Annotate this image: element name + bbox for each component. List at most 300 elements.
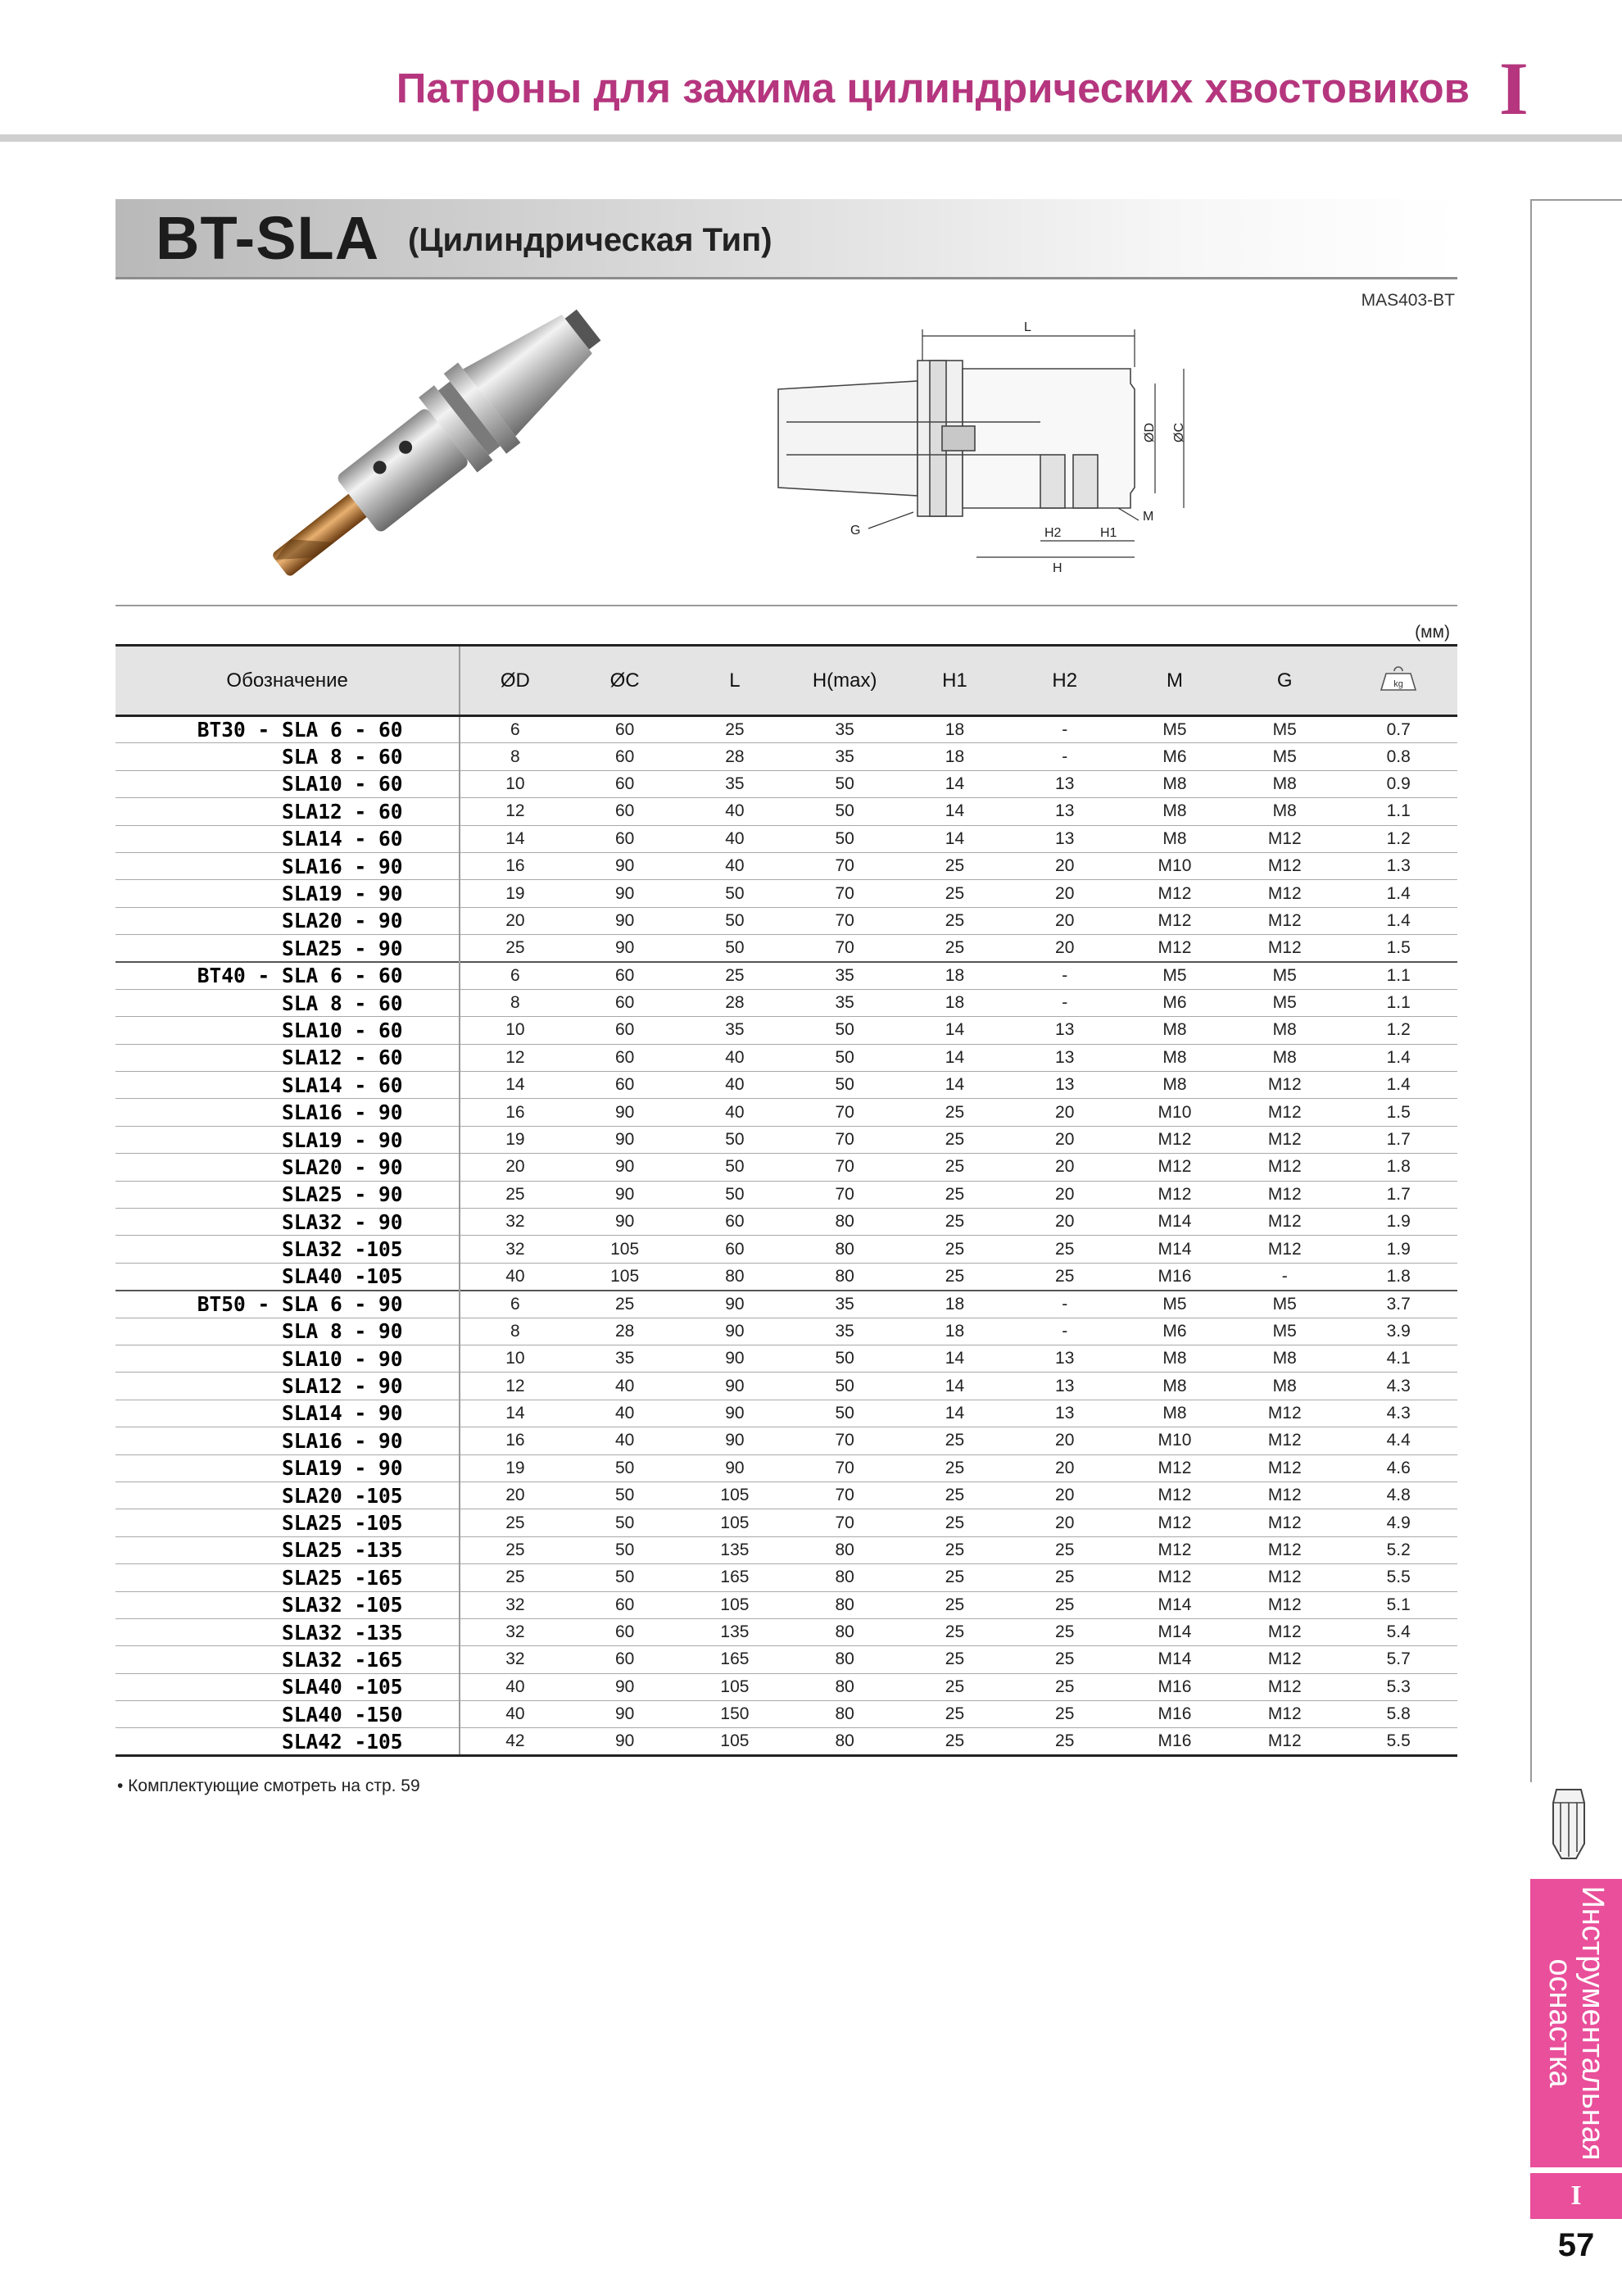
table-row bbox=[116, 1400, 1457, 1427]
cell-h: 80 bbox=[790, 1536, 899, 1563]
table-row bbox=[116, 1618, 1457, 1645]
cell-w: 1.2 bbox=[1339, 1017, 1457, 1044]
cell-m: M12 bbox=[1120, 1126, 1230, 1153]
table-row bbox=[116, 1181, 1457, 1208]
table-row bbox=[116, 880, 1457, 907]
cell-h: 50 bbox=[790, 798, 899, 825]
model-code: SLA42 -105 bbox=[282, 1729, 403, 1754]
cell-h2: 20 bbox=[1010, 1482, 1120, 1509]
cell-c: 60 bbox=[570, 743, 680, 770]
cell-m: M12 bbox=[1120, 1181, 1230, 1208]
cell-g: M8 bbox=[1230, 1373, 1339, 1400]
cell-c: 90 bbox=[570, 1181, 680, 1208]
cell-h2: 13 bbox=[1010, 1400, 1120, 1427]
cell-h2: - bbox=[1010, 989, 1120, 1016]
cell-h: 50 bbox=[790, 825, 899, 852]
cell-d: 42 bbox=[460, 1728, 569, 1755]
cell-h1: 25 bbox=[899, 1209, 1009, 1236]
page-number: 57 bbox=[1557, 2227, 1595, 2263]
cell-w: 5.5 bbox=[1339, 1564, 1457, 1591]
cell-c: 40 bbox=[570, 1427, 680, 1454]
cell-m: M12 bbox=[1120, 1154, 1230, 1181]
cell-d: 19 bbox=[460, 1454, 569, 1482]
model-code: SLA32 -165 bbox=[282, 1647, 403, 1672]
cell-l: 25 bbox=[680, 716, 790, 743]
cell-designation bbox=[116, 1345, 460, 1372]
cell-h1: 18 bbox=[899, 716, 1009, 743]
cell-d: 12 bbox=[460, 1373, 569, 1400]
cell-m: M12 bbox=[1120, 1482, 1230, 1509]
cell-m: M14 bbox=[1120, 1618, 1230, 1645]
cell-w: 1.1 bbox=[1339, 798, 1457, 825]
cell-h2: 20 bbox=[1010, 1099, 1120, 1126]
model-code: SLA12 - 60 bbox=[282, 799, 403, 824]
table-row bbox=[116, 1236, 1457, 1263]
cell-c: 90 bbox=[570, 907, 680, 934]
cell-l: 165 bbox=[680, 1564, 790, 1591]
table-row bbox=[116, 1291, 1457, 1318]
cell-h1: 14 bbox=[899, 1373, 1009, 1400]
product-subtitle: (Цилиндрическая Тип) bbox=[408, 222, 772, 258]
section-roman-numeral: I bbox=[1499, 47, 1529, 130]
cell-w: 5.7 bbox=[1339, 1646, 1457, 1673]
cell-c: 60 bbox=[570, 716, 680, 743]
cell-g: M12 bbox=[1230, 1209, 1339, 1236]
cell-designation bbox=[116, 1044, 460, 1071]
cell-g: M5 bbox=[1230, 962, 1339, 989]
cell-c: 50 bbox=[570, 1482, 680, 1509]
cell-d: 10 bbox=[460, 1017, 569, 1044]
cell-g: M8 bbox=[1230, 798, 1339, 825]
cell-w: 5.4 bbox=[1339, 1618, 1457, 1645]
cell-h1: 25 bbox=[899, 1482, 1009, 1509]
cell-d: 14 bbox=[460, 825, 569, 852]
cell-d: 25 bbox=[460, 1564, 569, 1591]
cell-h1: 25 bbox=[899, 1427, 1009, 1454]
cell-g: M12 bbox=[1230, 1591, 1339, 1618]
table-row bbox=[116, 1454, 1457, 1482]
cell-h: 80 bbox=[790, 1618, 899, 1645]
cell-designation bbox=[116, 1482, 460, 1509]
cell-h2: 13 bbox=[1010, 798, 1120, 825]
cell-h1: 25 bbox=[899, 1728, 1009, 1755]
cell-g: M12 bbox=[1230, 1536, 1339, 1563]
cell-h2: 20 bbox=[1010, 1209, 1120, 1236]
cell-h1: 25 bbox=[899, 1181, 1009, 1208]
cell-w: 3.7 bbox=[1339, 1291, 1457, 1318]
dim-label-G: G bbox=[850, 524, 861, 538]
dim-label-H: H bbox=[1053, 561, 1062, 575]
cell-g: M12 bbox=[1230, 1126, 1339, 1153]
cell-m: M8 bbox=[1120, 1345, 1230, 1372]
cell-h: 70 bbox=[790, 1427, 899, 1454]
table-row bbox=[116, 1209, 1457, 1236]
cell-c: 90 bbox=[570, 1728, 680, 1755]
side-tab-line2: оснастка bbox=[1543, 1958, 1577, 2088]
cell-h2: 13 bbox=[1010, 770, 1120, 797]
table-row bbox=[116, 1263, 1457, 1290]
cell-h: 80 bbox=[790, 1209, 899, 1236]
cell-d: 32 bbox=[460, 1618, 569, 1645]
cell-m: M12 bbox=[1120, 1509, 1230, 1536]
cell-m: M5 bbox=[1120, 716, 1230, 743]
cell-m: M10 bbox=[1120, 1427, 1230, 1454]
cell-h: 35 bbox=[790, 1291, 899, 1318]
cell-h2: 25 bbox=[1010, 1536, 1120, 1563]
table-row bbox=[116, 743, 1457, 770]
cell-h1: 14 bbox=[899, 1345, 1009, 1372]
table-row bbox=[116, 1427, 1457, 1454]
tool-holder-photo bbox=[246, 303, 631, 582]
cell-h1: 18 bbox=[899, 1291, 1009, 1318]
cell-w: 4.4 bbox=[1339, 1427, 1457, 1454]
model-code: SLA25 -165 bbox=[282, 1565, 403, 1590]
cell-g: M12 bbox=[1230, 1673, 1339, 1700]
cell-c: 50 bbox=[570, 1509, 680, 1536]
dim-label-H1: H1 bbox=[1100, 526, 1117, 540]
cell-designation bbox=[116, 1181, 460, 1208]
model-code: SLA32 -105 bbox=[282, 1593, 403, 1618]
cell-g: M8 bbox=[1230, 1044, 1339, 1071]
model-code: SLA10 - 60 bbox=[282, 772, 403, 796]
model-code: SLA16 - 90 bbox=[282, 1428, 403, 1453]
model-code: SLA16 - 90 bbox=[282, 854, 403, 878]
cell-c: 50 bbox=[570, 1564, 680, 1591]
cell-h1: 25 bbox=[899, 1454, 1009, 1482]
cell-g: M12 bbox=[1230, 1482, 1339, 1509]
cell-h2: 25 bbox=[1010, 1646, 1120, 1673]
standard-label: MAS403-BT bbox=[1361, 291, 1455, 310]
model-code: SLA16 - 90 bbox=[282, 1100, 403, 1125]
cell-d: 32 bbox=[460, 1646, 569, 1673]
cell-designation bbox=[116, 1263, 460, 1290]
cell-h1: 25 bbox=[899, 907, 1009, 934]
cell-w: 1.9 bbox=[1339, 1236, 1457, 1263]
weight-icon-label: kg bbox=[1393, 679, 1403, 689]
cell-c: 90 bbox=[570, 1701, 680, 1728]
cell-h1: 25 bbox=[899, 1618, 1009, 1645]
cell-c: 90 bbox=[570, 1126, 680, 1153]
cell-l: 90 bbox=[680, 1454, 790, 1482]
cell-c: 28 bbox=[570, 1318, 680, 1345]
cell-h1: 25 bbox=[899, 1564, 1009, 1591]
cell-d: 25 bbox=[460, 1536, 569, 1563]
header-divider bbox=[0, 134, 1622, 142]
cell-l: 90 bbox=[680, 1291, 790, 1318]
cell-h2: - bbox=[1010, 1291, 1120, 1318]
cell-m: M12 bbox=[1120, 1564, 1230, 1591]
cell-l: 40 bbox=[680, 1072, 790, 1099]
cell-h1: 14 bbox=[899, 1044, 1009, 1071]
cell-h1: 25 bbox=[899, 935, 1009, 962]
cell-h: 80 bbox=[790, 1728, 899, 1755]
cell-d: 8 bbox=[460, 1318, 569, 1345]
cell-g: M12 bbox=[1230, 1181, 1339, 1208]
cell-m: M14 bbox=[1120, 1591, 1230, 1618]
cell-d: 19 bbox=[460, 880, 569, 907]
cell-d: 40 bbox=[460, 1701, 569, 1728]
cell-l: 90 bbox=[680, 1318, 790, 1345]
cell-h2: 25 bbox=[1010, 1728, 1120, 1755]
collet-icon bbox=[1540, 1786, 1597, 1862]
cell-w: 1.1 bbox=[1339, 989, 1457, 1016]
cell-c: 40 bbox=[570, 1400, 680, 1427]
cell-l: 35 bbox=[680, 1017, 790, 1044]
cell-g: M5 bbox=[1230, 716, 1339, 743]
cell-designation bbox=[116, 935, 460, 962]
cell-w: 4.8 bbox=[1339, 1482, 1457, 1509]
cell-h2: 25 bbox=[1010, 1263, 1120, 1290]
cell-g: M12 bbox=[1230, 1618, 1339, 1645]
cell-designation bbox=[116, 1099, 460, 1126]
table-row bbox=[116, 1072, 1457, 1099]
cell-h2: 25 bbox=[1010, 1591, 1120, 1618]
model-code: SLA12 - 60 bbox=[282, 1046, 403, 1070]
cell-w: 1.7 bbox=[1339, 1126, 1457, 1153]
cell-h2: 20 bbox=[1010, 1454, 1120, 1482]
cell-h: 80 bbox=[790, 1263, 899, 1290]
cell-l: 105 bbox=[680, 1591, 790, 1618]
cell-h: 80 bbox=[790, 1236, 899, 1263]
cell-h2: - bbox=[1010, 716, 1120, 743]
col-header-l: L bbox=[680, 646, 790, 716]
cell-l: 50 bbox=[680, 1126, 790, 1153]
side-tab-roman: I bbox=[1530, 2173, 1622, 2219]
cell-designation bbox=[116, 1618, 460, 1645]
cell-l: 25 bbox=[680, 962, 790, 989]
cell-d: 19 bbox=[460, 1126, 569, 1153]
table-row bbox=[116, 1728, 1457, 1755]
cell-l: 80 bbox=[680, 1263, 790, 1290]
cell-h: 50 bbox=[790, 1017, 899, 1044]
cell-designation bbox=[116, 1072, 460, 1099]
cell-h1: 18 bbox=[899, 743, 1009, 770]
cell-c: 35 bbox=[570, 1345, 680, 1372]
cell-m: M6 bbox=[1120, 1318, 1230, 1345]
cell-designation bbox=[116, 962, 460, 989]
cell-h1: 14 bbox=[899, 825, 1009, 852]
table-row bbox=[116, 1345, 1457, 1372]
cell-h: 50 bbox=[790, 1044, 899, 1071]
cell-h: 80 bbox=[790, 1673, 899, 1700]
cell-h1: 25 bbox=[899, 880, 1009, 907]
cell-l: 60 bbox=[680, 1236, 790, 1263]
model-code: SLA19 - 90 bbox=[282, 882, 403, 906]
cell-h: 35 bbox=[790, 743, 899, 770]
cell-m: M12 bbox=[1120, 935, 1230, 962]
cell-h2: 20 bbox=[1010, 935, 1120, 962]
cell-l: 90 bbox=[680, 1373, 790, 1400]
cell-h: 35 bbox=[790, 962, 899, 989]
weight-icon bbox=[1380, 664, 1417, 692]
cell-h1: 25 bbox=[899, 1236, 1009, 1263]
col-header-g: G bbox=[1230, 646, 1339, 716]
cell-h1: 14 bbox=[899, 770, 1009, 797]
cell-h2: 20 bbox=[1010, 1181, 1120, 1208]
cell-h1: 18 bbox=[899, 1318, 1009, 1345]
cell-g: M12 bbox=[1230, 1154, 1339, 1181]
cell-h2: 25 bbox=[1010, 1673, 1120, 1700]
cell-h2: 20 bbox=[1010, 1509, 1120, 1536]
cell-w: 1.5 bbox=[1339, 1099, 1457, 1126]
cell-h2: 25 bbox=[1010, 1564, 1120, 1591]
cell-c: 60 bbox=[570, 825, 680, 852]
cell-w: 4.3 bbox=[1339, 1373, 1457, 1400]
model-code: SLA25 - 90 bbox=[282, 936, 403, 960]
cell-h2: 13 bbox=[1010, 1345, 1120, 1372]
model-code: SLA40 -105 bbox=[282, 1675, 403, 1699]
cell-c: 60 bbox=[570, 1591, 680, 1618]
cell-d: 14 bbox=[460, 1072, 569, 1099]
cell-l: 40 bbox=[680, 852, 790, 879]
cell-designation bbox=[116, 1427, 460, 1454]
cell-d: 6 bbox=[460, 1291, 569, 1318]
cell-l: 50 bbox=[680, 1154, 790, 1181]
cell-g: - bbox=[1230, 1263, 1339, 1290]
cell-d: 10 bbox=[460, 770, 569, 797]
table-row bbox=[116, 852, 1457, 879]
cell-designation bbox=[116, 1017, 460, 1044]
cell-m: M8 bbox=[1120, 1017, 1230, 1044]
cell-designation bbox=[116, 1154, 460, 1181]
cell-d: 14 bbox=[460, 1400, 569, 1427]
cell-g: M8 bbox=[1230, 1345, 1339, 1372]
cell-h: 35 bbox=[790, 989, 899, 1016]
table-row bbox=[116, 1646, 1457, 1673]
cell-m: M8 bbox=[1120, 770, 1230, 797]
cell-h: 70 bbox=[790, 1454, 899, 1482]
cell-m: M6 bbox=[1120, 989, 1230, 1016]
cell-m: M16 bbox=[1120, 1701, 1230, 1728]
section-divider bbox=[116, 605, 1457, 606]
cell-m: M14 bbox=[1120, 1236, 1230, 1263]
side-panel-border bbox=[1530, 199, 1622, 1782]
cell-g: M12 bbox=[1230, 1509, 1339, 1536]
cell-w: 3.9 bbox=[1339, 1318, 1457, 1345]
cell-g: M12 bbox=[1230, 1564, 1339, 1591]
cell-c: 60 bbox=[570, 989, 680, 1016]
cell-h: 35 bbox=[790, 1318, 899, 1345]
cell-g: M12 bbox=[1230, 1646, 1339, 1673]
cell-designation bbox=[116, 1209, 460, 1236]
cell-designation bbox=[116, 1509, 460, 1536]
table-row bbox=[116, 1591, 1457, 1618]
cell-m: M8 bbox=[1120, 1044, 1230, 1071]
cell-h1: 18 bbox=[899, 962, 1009, 989]
table-row bbox=[116, 989, 1457, 1016]
cell-c: 105 bbox=[570, 1236, 680, 1263]
cell-designation bbox=[116, 907, 460, 934]
cell-h1: 14 bbox=[899, 798, 1009, 825]
col-header-designation: Обозначение bbox=[116, 646, 460, 716]
cell-w: 1.5 bbox=[1339, 935, 1457, 962]
model-code: SLA25 -135 bbox=[282, 1538, 403, 1563]
cell-g: M5 bbox=[1230, 1291, 1339, 1318]
cell-g: M12 bbox=[1230, 1454, 1339, 1482]
cell-g: M12 bbox=[1230, 1099, 1339, 1126]
cell-d: 32 bbox=[460, 1236, 569, 1263]
cell-m: M12 bbox=[1120, 880, 1230, 907]
cell-h: 70 bbox=[790, 880, 899, 907]
table-row bbox=[116, 1564, 1457, 1591]
model-code: SLA10 - 90 bbox=[282, 1346, 403, 1371]
cell-m: M6 bbox=[1120, 743, 1230, 770]
cell-d: 6 bbox=[460, 716, 569, 743]
col-header-h1: H1 bbox=[899, 646, 1009, 716]
cell-h1: 25 bbox=[899, 1673, 1009, 1700]
cell-l: 165 bbox=[680, 1646, 790, 1673]
cell-c: 90 bbox=[570, 880, 680, 907]
cell-h: 70 bbox=[790, 1154, 899, 1181]
cell-g: M12 bbox=[1230, 1701, 1339, 1728]
cell-d: 20 bbox=[460, 1154, 569, 1181]
cell-h: 70 bbox=[790, 1099, 899, 1126]
cell-l: 135 bbox=[680, 1536, 790, 1563]
cell-w: 4.1 bbox=[1339, 1345, 1457, 1372]
cell-w: 1.4 bbox=[1339, 1044, 1457, 1071]
dim-label-L: L bbox=[1024, 320, 1031, 334]
cell-designation bbox=[116, 1646, 460, 1673]
cell-h: 50 bbox=[790, 1072, 899, 1099]
cell-w: 1.4 bbox=[1339, 880, 1457, 907]
cell-h: 70 bbox=[790, 907, 899, 934]
table-row bbox=[116, 770, 1457, 797]
cell-designation bbox=[116, 1291, 460, 1318]
table-row bbox=[116, 1099, 1457, 1126]
table-row bbox=[116, 1536, 1457, 1563]
cell-h: 70 bbox=[790, 1509, 899, 1536]
cell-g: M12 bbox=[1230, 1072, 1339, 1099]
cell-l: 50 bbox=[680, 1181, 790, 1208]
cell-h1: 14 bbox=[899, 1072, 1009, 1099]
cell-h: 70 bbox=[790, 935, 899, 962]
cell-h: 70 bbox=[790, 1126, 899, 1153]
cell-l: 50 bbox=[680, 880, 790, 907]
cell-w: 0.7 bbox=[1339, 716, 1457, 743]
model-code: SLA32 - 90 bbox=[282, 1209, 403, 1234]
cell-designation bbox=[116, 770, 460, 797]
model-code: SLA10 - 60 bbox=[282, 1018, 403, 1042]
cell-g: M12 bbox=[1230, 1728, 1339, 1755]
model-code: SLA 6 - 90 bbox=[282, 1292, 403, 1317]
cell-h: 80 bbox=[790, 1646, 899, 1673]
col-header-d: ØD bbox=[460, 646, 569, 716]
cell-d: 8 bbox=[460, 989, 569, 1016]
model-code: SLA32 -105 bbox=[282, 1237, 403, 1262]
cell-m: M12 bbox=[1120, 1454, 1230, 1482]
cell-m: M8 bbox=[1120, 1072, 1230, 1099]
cell-l: 90 bbox=[680, 1400, 790, 1427]
cell-l: 40 bbox=[680, 825, 790, 852]
cell-h2: 20 bbox=[1010, 880, 1120, 907]
cell-designation bbox=[116, 716, 460, 743]
cell-w: 1.2 bbox=[1339, 825, 1457, 852]
table-row bbox=[116, 1482, 1457, 1509]
cell-d: 40 bbox=[460, 1673, 569, 1700]
cell-g: M5 bbox=[1230, 989, 1339, 1016]
cell-designation bbox=[116, 1400, 460, 1427]
cell-d: 40 bbox=[460, 1263, 569, 1290]
cell-d: 16 bbox=[460, 1099, 569, 1126]
cell-h2: 13 bbox=[1010, 1017, 1120, 1044]
cell-g: M8 bbox=[1230, 770, 1339, 797]
model-code: SLA14 - 90 bbox=[282, 1401, 403, 1426]
cell-d: 16 bbox=[460, 852, 569, 879]
side-tab-line1: Инструментальная bbox=[1575, 1885, 1610, 2161]
side-tab-label bbox=[1543, 1879, 1609, 2167]
table-row bbox=[116, 825, 1457, 852]
table-row bbox=[116, 1318, 1457, 1345]
